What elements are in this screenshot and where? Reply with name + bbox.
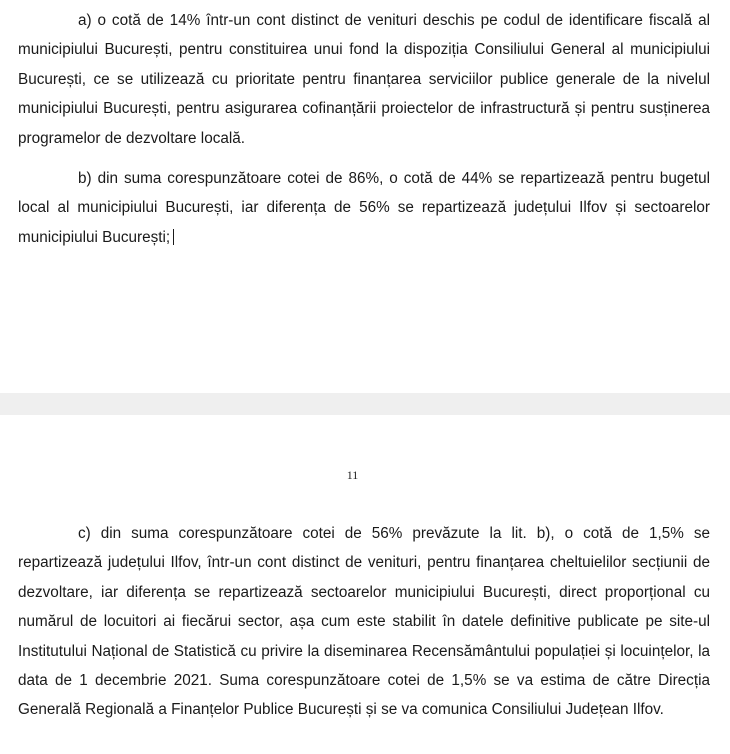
paragraph-b[interactable]: [18, 164, 710, 252]
page-number: 11: [346, 468, 359, 482]
page-separator: [0, 393, 730, 415]
document-page-lower: [0, 415, 730, 754]
paragraph-c[interactable]: c) din suma corespunzătoare cotei de 56% prevăzute la lit. b), o cotă de 1,5% se repartizează județului Ilfov, într-un cont distinct de venituri, pentru finanțarea cheltuielilor secțiunii de dezvoltare, iar diferența se repartizează sectoarelor municipiului București, direct proporțional cu numărul de locuitori ai fiecărui sector, așa cum este stabilit în datele definitive publicate pe site-ul Institutului Național de Statistică cu privire la diseminarea Recensământului populației și locuințelor, la data de 1 decembrie 2021. Suma corespunzătoare cotei de 1,5% se va estima de către Direcția Generală Regională a Finanțelor Publice București și se va comunica Consiliului Județean Ilfov.: [18, 525, 710, 719]
text-cursor: [173, 229, 174, 245]
paragraph-b-text[interactable]: b) din suma corespunzătoare cotei de 86%, o cotă de 44% se repartizează pentru bugetul local al municipiului București, iar diferența de 56% se repartizează județului Ilfov și sectoarelor municipiului București;: [18, 170, 710, 246]
paragraph-a[interactable]: a) o cotă de 14% într-un cont distinct de venituri deschis pe codul de identificare fiscală al municipiului București, pentru constituirea unui fond la dispoziția Consiliului General al municipiului București, ce se utilizează cu prioritate pentru finanțarea serviciilor publice generale de la nivelul municipiului București, pentru asigurarea cofinanțării proiectelor de infrastructură și pentru susținerea programelor de dezvoltare locală.: [18, 12, 710, 147]
